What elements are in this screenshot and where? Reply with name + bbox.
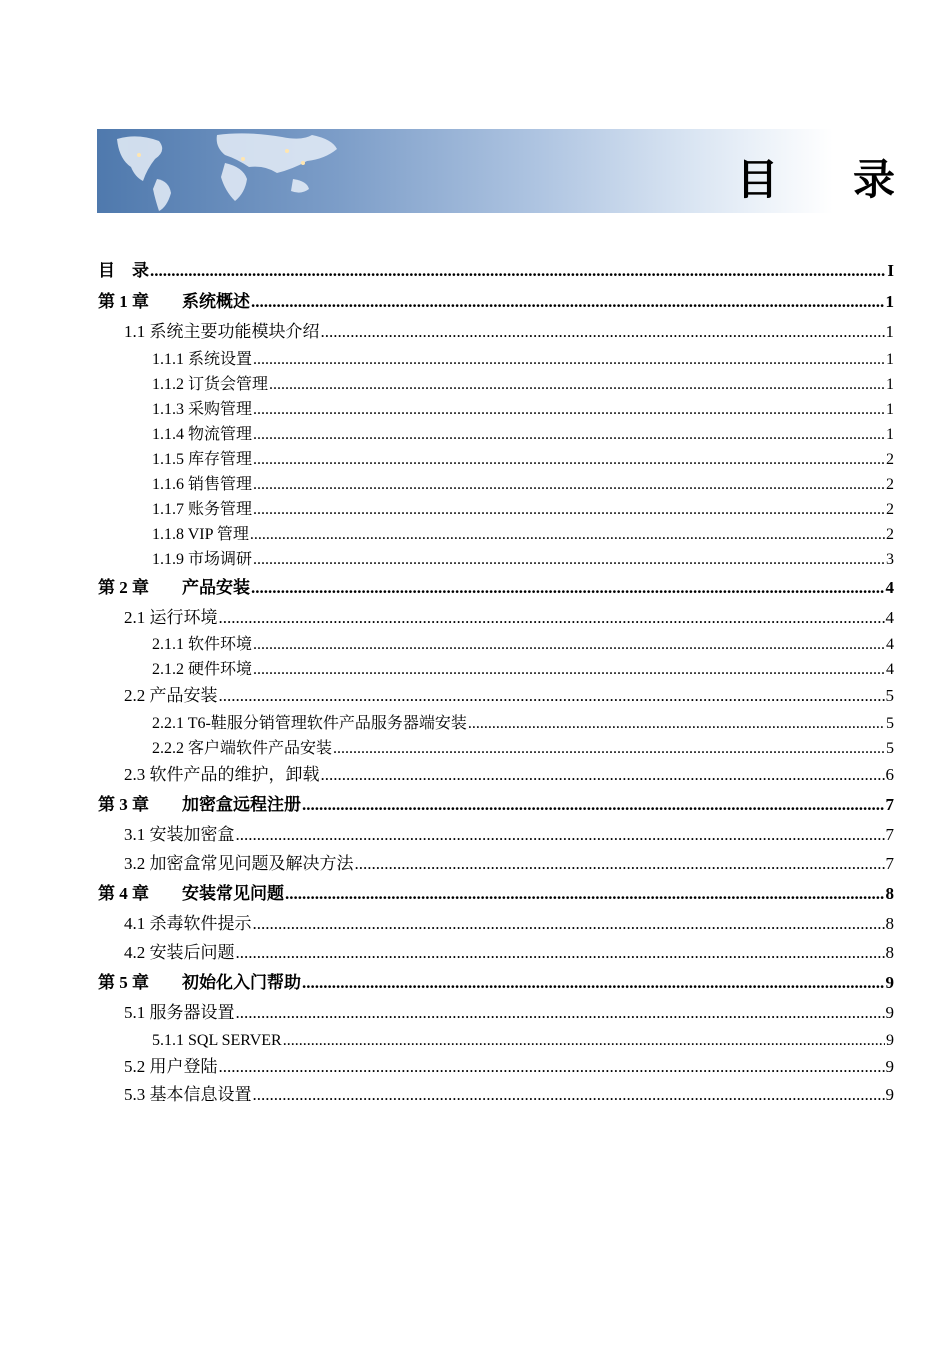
dot-leader <box>283 1028 885 1053</box>
toc-page-number: 1 <box>886 425 894 443</box>
toc-entry-title: 初始化入门帮助 <box>182 973 301 992</box>
world-map-graphic <box>97 129 517 213</box>
toc-entry-label <box>124 821 235 850</box>
dot-leader <box>253 632 885 657</box>
toc-entry[interactable] <box>97 422 894 447</box>
toc-entry[interactable] <box>97 472 894 497</box>
toc-entry-title: 1.1.4 物流管理 <box>152 425 253 443</box>
toc-page-number: 2 <box>886 475 894 493</box>
dot-leader <box>302 967 885 999</box>
toc-page-number: 1 <box>885 292 894 311</box>
toc-entry-title: 1.1.2 订货会管理 <box>152 375 269 393</box>
dot-leader <box>269 372 885 397</box>
dot-leader <box>253 497 885 522</box>
toc-entry-title: 3.2 加密盒常见问题及解决方法 <box>124 853 354 873</box>
toc-entry-label <box>124 999 235 1028</box>
toc-entry-label <box>98 572 250 604</box>
toc-entry-label <box>152 736 332 761</box>
toc-entry[interactable] <box>97 850 894 879</box>
toc-page-number: 1 <box>885 322 894 341</box>
toc-page-number: 1 <box>886 400 894 418</box>
toc-page-number: 7 <box>885 825 894 844</box>
toc-entry[interactable] <box>97 286 894 318</box>
chapter-number: 第 5 章 <box>98 973 149 992</box>
toc-entry[interactable] <box>97 789 894 821</box>
toc-entry[interactable] <box>97 604 894 633</box>
toc-page-number: 5 <box>885 686 894 705</box>
toc-entry-title: 5.1 服务器设置 <box>124 1003 235 1022</box>
toc-page-number: 4 <box>885 607 894 627</box>
toc-entry-title: 5.3 基本信息设置 <box>124 1085 252 1104</box>
toc-entry-title: 安装常见问题 <box>182 884 284 903</box>
dot-leader <box>250 522 885 547</box>
toc-entry-label <box>152 422 252 447</box>
toc-entry-title: 系统概述 <box>182 292 250 311</box>
dot-leader <box>236 821 885 850</box>
dot-leader <box>355 850 885 879</box>
toc-entry[interactable] <box>97 497 894 522</box>
toc-entry-title: 1.1.5 库存管理 <box>152 450 253 468</box>
toc-page-number: 6 <box>885 764 894 784</box>
toc-entry-label <box>124 682 218 711</box>
toc-entry[interactable] <box>97 447 894 472</box>
toc-entry-title: 2.2 产品安装 <box>124 686 218 705</box>
toc-entry-title: 目 录 <box>98 261 149 280</box>
toc-entry[interactable] <box>97 999 894 1028</box>
dot-leader <box>333 736 885 761</box>
toc-entry-label <box>124 318 320 347</box>
toc-entry-title: 1.1.6 销售管理 <box>152 475 253 493</box>
toc-entry[interactable] <box>97 256 894 286</box>
dot-leader <box>302 789 885 821</box>
toc-entry[interactable] <box>97 572 894 604</box>
header-banner <box>97 129 925 213</box>
chapter-number: 第 2 章 <box>98 577 149 597</box>
dot-leader <box>253 347 885 372</box>
chapter-number: 第 4 章 <box>98 884 149 903</box>
dot-leader <box>251 572 885 604</box>
toc-entry-label <box>152 472 252 497</box>
toc-entry-title: 2.3 软件产品的维护，卸载 <box>124 764 320 784</box>
toc-entry-title: 2.1 运行环境 <box>124 607 218 627</box>
dot-leader <box>253 657 885 682</box>
toc-page-number: 4 <box>886 661 894 678</box>
toc-entry[interactable] <box>97 1053 894 1082</box>
toc-page-number: 7 <box>885 853 894 873</box>
toc-entry[interactable] <box>97 657 894 682</box>
table-of-contents <box>97 256 894 1110</box>
toc-page-number: 9 <box>885 1085 894 1104</box>
toc-entry-title: 产品安装 <box>182 577 250 597</box>
toc-entry-title: 1.1.7 账务管理 <box>152 500 253 518</box>
dot-leader <box>285 878 885 910</box>
toc-entry-label <box>152 522 249 547</box>
toc-entry-label <box>124 1053 218 1082</box>
toc-entry[interactable] <box>97 682 894 711</box>
toc-entry[interactable] <box>97 547 894 572</box>
dot-leader <box>219 682 885 711</box>
toc-entry-label <box>152 1028 282 1053</box>
toc-page-number: 8 <box>885 884 894 903</box>
toc-entry-title: 2.2.2 客户端软件产品安装 <box>152 739 333 757</box>
toc-entry-label <box>152 397 252 422</box>
chapter-number: 第 3 章 <box>98 795 149 814</box>
toc-page-number: 4 <box>885 577 894 597</box>
toc-entry-label <box>98 789 301 821</box>
dot-leader <box>468 711 885 736</box>
toc-entry[interactable] <box>97 318 894 347</box>
toc-page-number: 5 <box>886 739 894 757</box>
toc-page-number: 5 <box>886 714 894 732</box>
dot-leader <box>150 256 886 286</box>
toc-entry-label <box>124 939 235 968</box>
toc-page-number: 2 <box>886 500 894 518</box>
toc-entry-label <box>152 447 252 472</box>
toc-entry[interactable] <box>97 939 894 968</box>
toc-entry-title: 1.1.9 市场调研 <box>152 550 253 568</box>
toc-entry-title: 5.2 用户登陆 <box>124 1056 218 1076</box>
toc-entry-title: 4.1 杀毒软件提示 <box>124 914 252 933</box>
toc-page-number: 8 <box>885 914 894 933</box>
dot-leader <box>321 761 885 790</box>
toc-entry-label <box>124 850 354 879</box>
dot-leader <box>253 910 885 939</box>
toc-entry-title: 3.1 安装加密盒 <box>124 825 235 844</box>
toc-entry[interactable] <box>97 878 894 910</box>
toc-entry-title: 1.1.1 系统设置 <box>152 350 253 368</box>
toc-entry-label <box>152 497 252 522</box>
toc-page-number: 2 <box>886 525 894 543</box>
toc-entry[interactable] <box>97 1081 894 1110</box>
chapter-number: 第 1 章 <box>98 292 149 311</box>
toc-entry-title: 1.1.8 VIP 管理 <box>152 525 249 543</box>
toc-entry-title: 4.2 安装后问题 <box>124 942 235 962</box>
dot-leader <box>219 604 885 633</box>
toc-entry-title: 2.2.1 T6-鞋服分销管理软件产品服务器端安装 <box>152 714 467 732</box>
toc-entry[interactable] <box>97 522 894 547</box>
toc-entry-title: 5.1.1 SQL SERVER <box>152 1031 282 1049</box>
toc-page-number: 9 <box>885 973 894 992</box>
toc-entry[interactable] <box>97 967 894 999</box>
toc-page-number: I <box>887 261 894 280</box>
dot-leader <box>236 939 885 968</box>
toc-entry[interactable] <box>97 372 894 397</box>
toc-entry-label <box>98 286 250 318</box>
toc-entry-label <box>98 967 301 999</box>
toc-entry[interactable] <box>97 397 894 422</box>
dot-leader <box>321 318 885 347</box>
dot-leader <box>253 422 885 447</box>
toc-entry-label <box>98 878 284 910</box>
toc-entry-title: 1.1.3 采购管理 <box>152 400 253 418</box>
toc-page-number: 9 <box>886 1031 894 1049</box>
toc-heading: 目 录 <box>736 155 925 204</box>
toc-entry-label <box>124 604 218 633</box>
toc-entry-label <box>98 256 149 286</box>
toc-entry-label <box>152 657 252 682</box>
toc-entry[interactable] <box>97 347 894 372</box>
dot-leader <box>253 547 885 572</box>
dot-leader <box>236 999 885 1028</box>
dot-leader <box>253 1081 885 1110</box>
toc-entry-title: 加密盒远程注册 <box>182 795 301 814</box>
toc-page-number: 9 <box>885 1056 894 1076</box>
toc-entry[interactable] <box>97 821 894 850</box>
dot-leader <box>253 472 885 497</box>
toc-page-number: 9 <box>885 1003 894 1022</box>
toc-entry-title: 2.1.1 软件环境 <box>152 636 253 653</box>
toc-entry-label <box>124 910 252 939</box>
dot-leader <box>219 1053 885 1082</box>
toc-entry[interactable] <box>97 632 894 657</box>
toc-page-number: 7 <box>885 795 894 814</box>
toc-entry-label <box>152 372 268 397</box>
toc-entry-label <box>152 347 252 372</box>
toc-entry[interactable] <box>97 1028 894 1053</box>
toc-entry-label <box>124 761 320 790</box>
toc-page-number: 1 <box>886 375 894 393</box>
toc-entry-label <box>152 711 467 736</box>
toc-entry[interactable] <box>97 761 894 790</box>
toc-entry-label <box>152 632 252 657</box>
toc-page-number: 3 <box>886 550 894 568</box>
toc-page-number: 4 <box>886 636 894 653</box>
toc-page-number: 8 <box>885 942 894 962</box>
toc-entry-label <box>152 547 252 572</box>
toc-entry[interactable] <box>97 736 894 761</box>
toc-entry-title: 1.1 系统主要功能模块介绍 <box>124 322 320 341</box>
toc-page-number: 2 <box>886 450 894 468</box>
toc-entry[interactable] <box>97 910 894 939</box>
dot-leader <box>253 397 885 422</box>
toc-entry[interactable] <box>97 711 894 736</box>
toc-entry-title: 2.1.2 硬件环境 <box>152 661 253 678</box>
toc-page-number: 1 <box>886 350 894 368</box>
dot-leader <box>253 447 885 472</box>
dot-leader <box>251 286 885 318</box>
toc-entry-label <box>124 1081 252 1110</box>
